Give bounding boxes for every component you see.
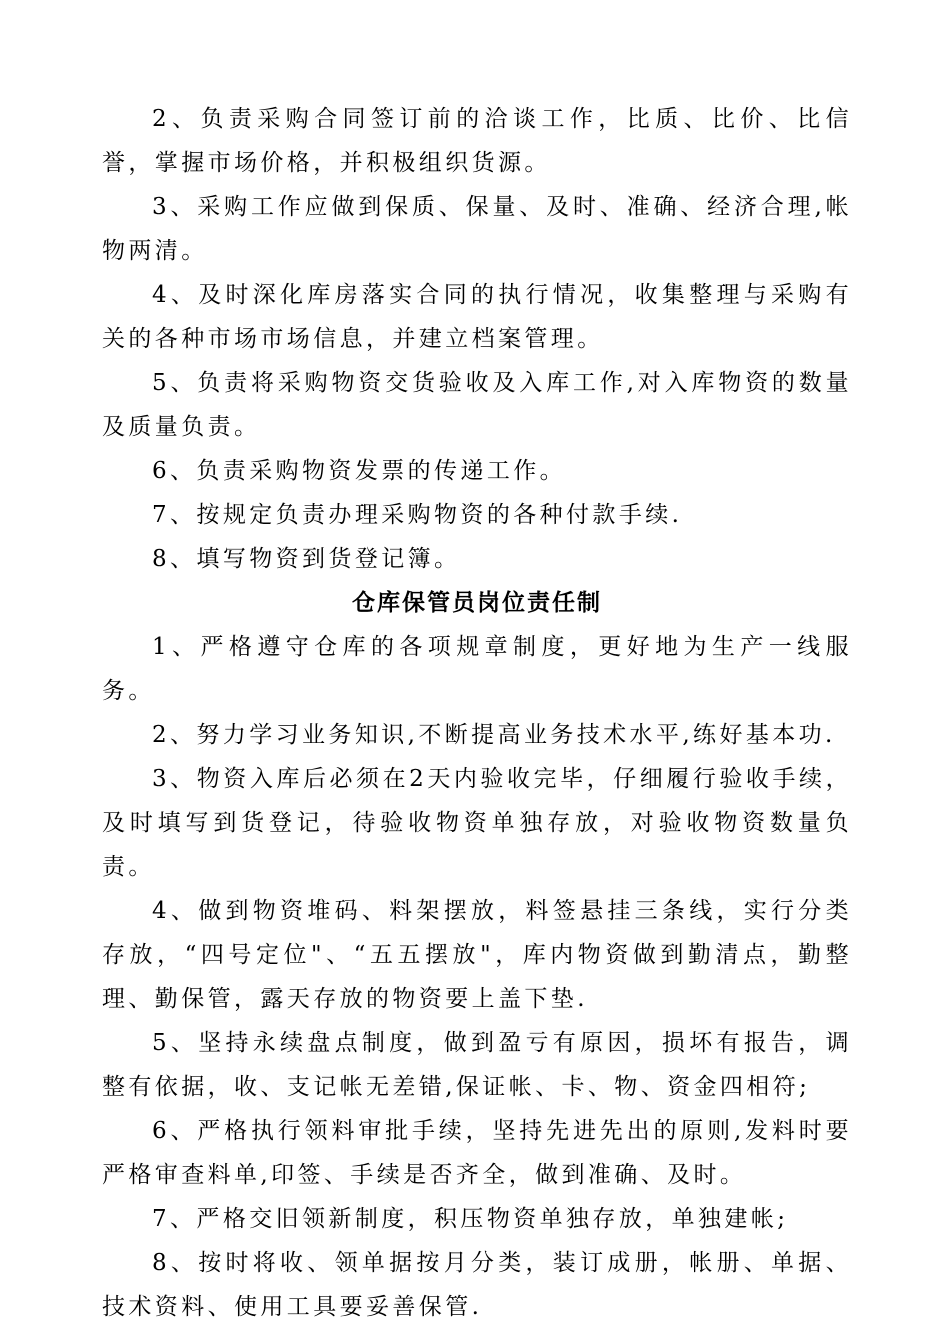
purchase-duty-item-4: 4、及时深化库房落实合同的执行情况，收集整理与采购有关的各种市场市场信息，并建立档案管理。 <box>102 282 852 352</box>
document-page <box>102 97 852 1329</box>
keeper-duty-item-6: 6、严格执行领料审批手续，坚持先进先出的原则,发料时要严格审查料单,印签、手续是否齐全，做到准确、及时。 <box>102 1118 852 1188</box>
keeper-duty-item-4: 4、做到物资堆码、料架摆放，料签悬挂三条线，实行分类存放，“四号定位"、“五五摆放"，库内物资做到勤清点，勤整理、勤保管，露天存放的物资要上盖下垫. <box>102 898 852 1012</box>
purchase-duty-item-6: 6、负责采购物资发票的传递工作。 <box>152 458 567 484</box>
keeper-duty-item-3: 3、物资入库后必须在2天内验收完毕，仔细履行验收手续，及时填写到货登记，待验收物资单独存放，对验收物资数量负责。 <box>102 766 852 880</box>
keeper-duty-item-7: 7、严格交旧领新制度，积压物资单独存放，单独建帐; <box>152 1206 789 1232</box>
section-title: 仓库保管员岗位责任制 <box>352 590 602 616</box>
keeper-duty-item-8: 8、按时将收、领单据按月分类，装订成册，帐册、单据、技术资料、使用工具要妥善保管. <box>102 1250 852 1320</box>
keeper-duty-item-5: 5、坚持永续盘点制度，做到盈亏有原因，损坏有报告，调整有依据，收、支记帐无差错,保证帐、卡、物、资金四相符; <box>102 1030 852 1100</box>
purchase-duty-item-8: 8、填写物资到货登记簿。 <box>152 546 461 572</box>
purchase-duty-item-3: 3、采购工作应做到保质、保量、及时、准确、经济合理,帐物两清。 <box>102 194 852 264</box>
keeper-duty-item-1: 1、严格遵守仓库的各项规章制度，更好地为生产一线服务。 <box>102 634 852 704</box>
keeper-duty-item-2: 2、努力学习业务知识,不断提高业务技术水平,练好基本功. <box>152 722 836 748</box>
purchase-duty-item-5: 5、负责将采购物资交货验收及入库工作,对入库物资的数量及质量负责。 <box>102 370 852 440</box>
purchase-duty-item-7: 7、按规定负责办理采购物资的各种付款手续. <box>152 502 683 528</box>
purchase-duty-item-2: 2、负责采购合同签订前的洽谈工作，比质、比价、比信誉，掌握市场价格，并积极组织货源。 <box>102 106 852 176</box>
